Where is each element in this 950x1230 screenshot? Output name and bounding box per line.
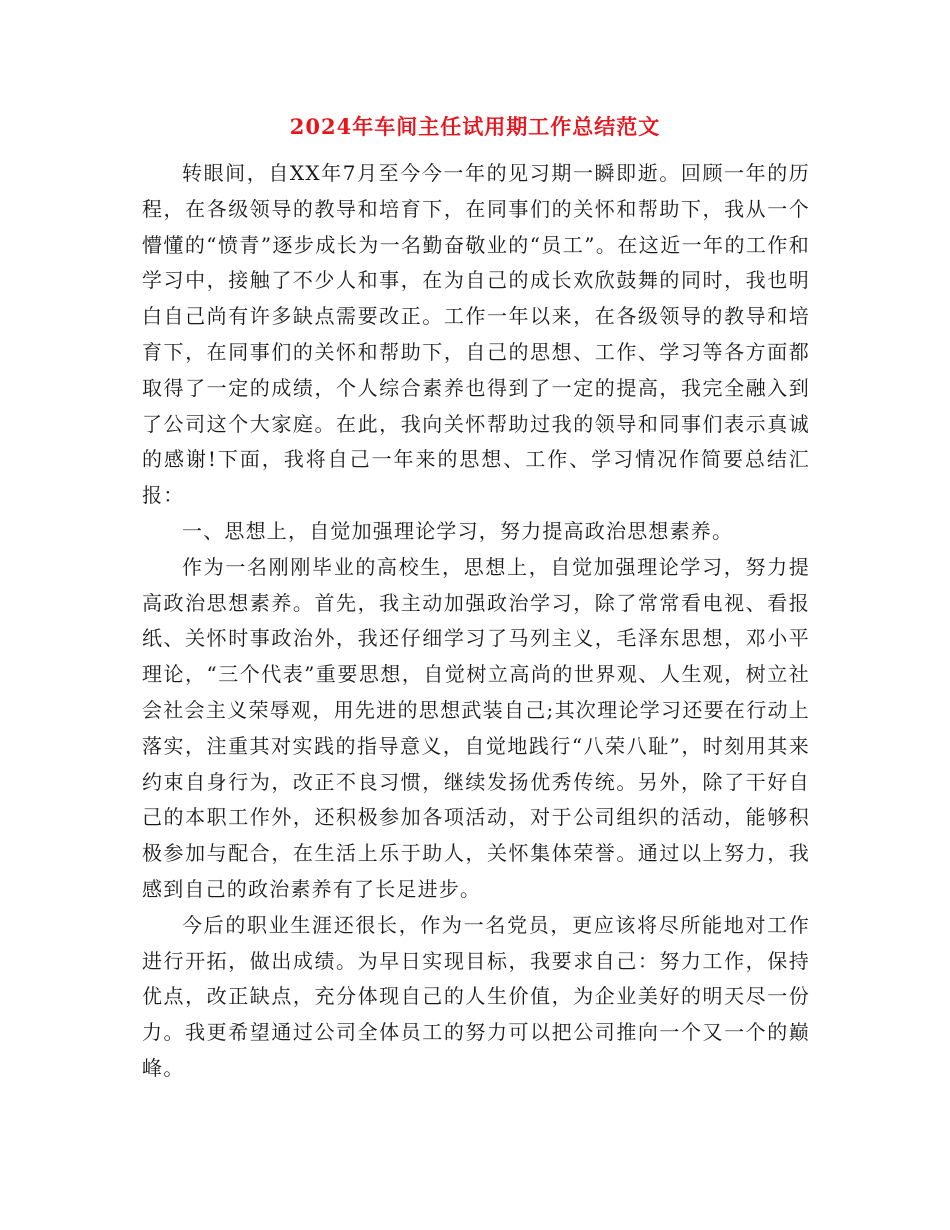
document-body: [142, 156, 810, 1087]
paragraph-intro: 转眼间，自XX年7月至今今一年的见习期一瞬即逝。回顾一年的历程，在各级领导的教导和培育下，在同事们的关怀和帮助下，我从一个懵懂的“愤青”逐步成长为一名勤奋敬业的“员工”。在这近一年的工作和学习中，接触了不少人和事，在为自己的成长欢欣鼓舞的同时，我也明白自己尚有许多缺点需要改正。工作一年以来，在各级领导的教导和培育下，在同事们的关怀和帮助下，自己的思想、工作、学习等各方面都取得了一定的成绩，个人综合素养也得到了一定的提高，我完全融入到了公司这个大家庭。在此，我向关怀帮助过我的领导和同事们表示真诚的感谢!下面，我将自己一年来的思想、工作、学习情况作简要总结汇报：: [142, 161, 810, 508]
section-heading-thought: 一、思想上，自觉加强理论学习，努力提高政治思想素养。: [182, 518, 734, 543]
paragraph-future: 今后的职业生涯还很长，作为一名党员，更应该将尽所能地对工作进行开拓，做出成绩。为早日实现目标，我要求自己：努力工作，保持优点，改正缺点，充分体现自己的人生价值，为企业美好的明天尽一份力。我更希望通过公司全体员工的努力可以把公司推向一个又一个的巅峰。: [142, 912, 810, 1080]
document-title: 2024年车间主任试用期工作总结范文: [289, 114, 661, 139]
paragraph-thought: 作为一名刚刚毕业的高校生，思想上，自觉加强理论学习，努力提高政治思想素养。首先，我主动加强政治学习，除了常常看电视、看报纸、关怀时事政治外，我还仔细学习了马列主义，毛泽东思想，邓小平理论，“三个代表”重要思想，自觉树立高尚的世界观、人生观，树立社会社会主义荣辱观，用先进的思想武装自己;其次理论学习还要在行动上落实，注重其对实践的指导意义，自觉地践行“八荣八耻”，时刻用其来约束自身行为，改正不良习惯，继续发扬优秀传统。另外，除了干好自己的本职工作外，还积极参加各项活动，对于公司组织的活动，能够积极参加与配合，在生活上乐于助人，关怀集体荣誉。通过以上努力，我感到自己的政治素养有了长足进步。: [142, 554, 810, 901]
